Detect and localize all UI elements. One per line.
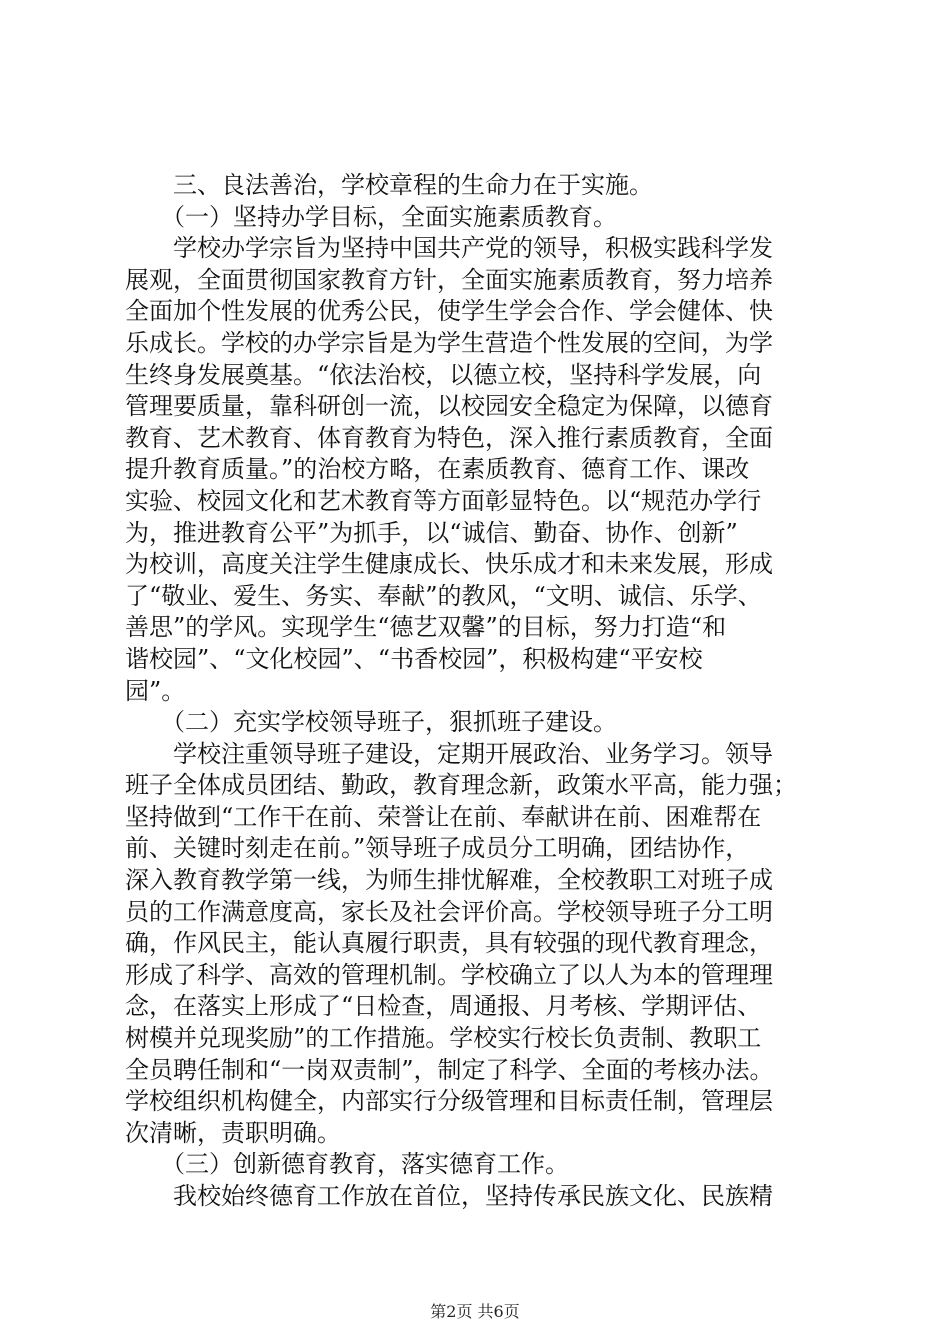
text-line: 为校训，高度关注学生健康成长、快乐成才和未来发展，形成 xyxy=(125,550,773,579)
text-line: 全面加个性发展的优秀公民，使学生学会合作、学会健体、快 xyxy=(125,297,773,326)
text-line: 念，在落实上形成了“日检查，周通报、月考核、学期评估、 xyxy=(125,992,762,1021)
text-line: 三、良法善治，学校章程的生命力在于实施。 xyxy=(125,171,653,199)
text-line: 展观，全面贯彻国家教育方针，全面实施素质教育，努力培养 xyxy=(125,265,773,294)
text-line: 善思”的学风。实现学生“德艺双馨”的目标，努力打造“和 xyxy=(125,613,727,642)
text-line: 确，作风民主，能认真履行职责，具有较强的现代教育理念， xyxy=(125,929,773,958)
text-line: （三）创新德育教育，落实德育工作。 xyxy=(125,1150,569,1179)
text-line: 园”。 xyxy=(125,676,186,705)
text-line: 我校始终德育工作放在首位，坚持传承民族文化、民族精 xyxy=(125,1182,773,1210)
text-line: 员的工作满意度高，家长及社会评价高。学校领导班子分工明 xyxy=(125,897,773,926)
text-line: 为，推进教育公平”为抓手，以“诚信、勤奋、协作、创新” xyxy=(125,518,738,547)
text-line: 管理要质量，靠科研创一流，以校园安全稳定为保障，以德育 xyxy=(125,392,773,421)
text-line: 班子全体成员团结、勤政，教育理念新，政策水平高，能力强； xyxy=(125,771,797,800)
page-footer: 第2页 共6页 xyxy=(430,1302,520,1321)
document-body xyxy=(125,170,845,1213)
text-line: 次清晰，责职明确。 xyxy=(125,1118,341,1147)
text-line: 提升教育质量。”的治校方略，在素质教育、德育工作、课改 xyxy=(125,455,750,484)
text-line: 全员聘任制和“一岗双责制”，制定了科学、全面的考核办法。 xyxy=(125,1055,774,1084)
text-line: 形成了科学、高效的管理机制。学校确立了以人为本的管理理 xyxy=(125,960,773,989)
text-line: （二）充实学校领导班子，狠抓班子建设。 xyxy=(125,708,617,737)
text-line: 了“敬业、爱生、务实、奉献”的教风，“文明、诚信、乐学、 xyxy=(125,581,762,610)
text-line: 生终身发展奠基。“依法治校，以德立校，坚持科学发展，向 xyxy=(125,360,762,389)
text-line: 实验、校园文化和艺术教育等方面彰显特色。以“规范办学行 xyxy=(125,486,762,515)
text-line: 乐成长。学校的办学宗旨是为学生营造个性发展的空间，为学 xyxy=(125,328,773,357)
text-line: 树模并兑现奖励”的工作措施。学校实行校长负责制、教职工 xyxy=(125,1024,762,1053)
text-line: 学校注重领导班子建设，定期开展政治、业务学习。领导 xyxy=(125,739,773,768)
text-line: （一）坚持办学目标，全面实施素质教育。 xyxy=(125,202,617,231)
text-line: 谐校园”、“文化校园”、“书香校园”，积极构建“平安校 xyxy=(125,644,703,673)
text-line: 学校组织机构健全，内部实行分级管理和目标责任制，管理层 xyxy=(125,1087,773,1116)
text-line: 前、关键时刻走在前。”领导班子成员分工明确，团结协作， xyxy=(125,834,750,863)
text-line: 教育、艺术教育、体育教育为特色，深入推行素质教育，全面 xyxy=(125,423,773,452)
text-line: 坚持做到“工作干在前、荣誉让在前、奉献讲在前、困难帮在 xyxy=(125,802,762,831)
text-line: 学校办学宗旨为坚持中国共产党的领导，积极实践科学发 xyxy=(125,234,773,263)
text-line: 深入教育教学第一线，为师生排忧解难，全校教职工对班子成 xyxy=(125,866,773,895)
